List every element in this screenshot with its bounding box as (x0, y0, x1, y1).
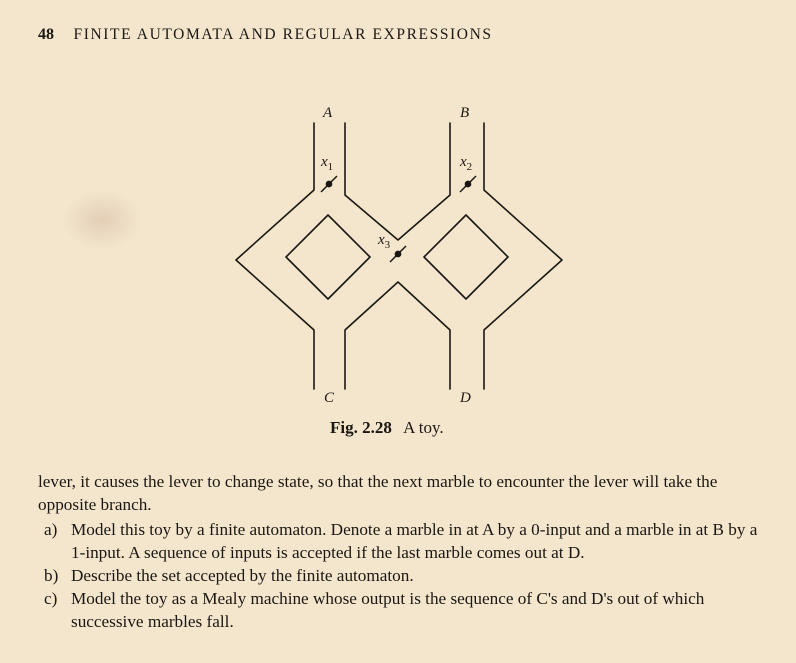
left-diamond (286, 215, 370, 299)
list-item (38, 564, 768, 587)
intro-paragraph: lever, it causes the lever to change state, so that the next marble to encounter the lever will take the opposite branch. (38, 472, 718, 514)
item-label: a) (44, 520, 58, 539)
label-B: B (460, 105, 470, 121)
lever-x1-pivot (326, 181, 331, 186)
item-text: Describe the set accepted by the finite automaton. (71, 566, 414, 585)
page-number: 48 (38, 26, 54, 43)
label-x2: $x_2$ (460, 154, 473, 173)
list-item (38, 518, 768, 564)
label-A: A (323, 105, 333, 121)
channel-A-right-wall (345, 123, 450, 240)
channel-C-right-wall (345, 282, 450, 389)
item-label: c) (44, 589, 58, 608)
figure-number: Fig. 2.28 (330, 418, 392, 437)
figure-caption-text: A toy. (403, 418, 444, 437)
exercise-list (38, 518, 768, 633)
body-text (38, 470, 768, 633)
item-text: Model this toy by a finite automaton. Denote a marble in at A by a 0-input and a marble in at B by a 1-input. A sequence of inputs is accepted if the last marble comes out at D. (71, 520, 758, 562)
lever-x3-pivot (395, 251, 400, 256)
label-D: D (460, 390, 471, 406)
item-text: Model the toy as a Mealy machine whose output is the sequence of C's and D's out of which successive marbles fall. (71, 589, 705, 631)
channel-A-left-wall (236, 123, 314, 389)
figure-caption (330, 418, 444, 438)
label-x1: $x_1$ (321, 154, 334, 173)
channel-B-right-wall (484, 123, 562, 389)
label-x3: $x_3$ (378, 232, 391, 251)
lever-x2-pivot (465, 181, 470, 186)
label-C: C (324, 390, 335, 406)
item-label: b) (44, 566, 59, 585)
list-item (38, 587, 768, 633)
running-title: FINITE AUTOMATA AND REGULAR EXPRESSIONS (73, 26, 493, 43)
right-diamond (424, 215, 508, 299)
